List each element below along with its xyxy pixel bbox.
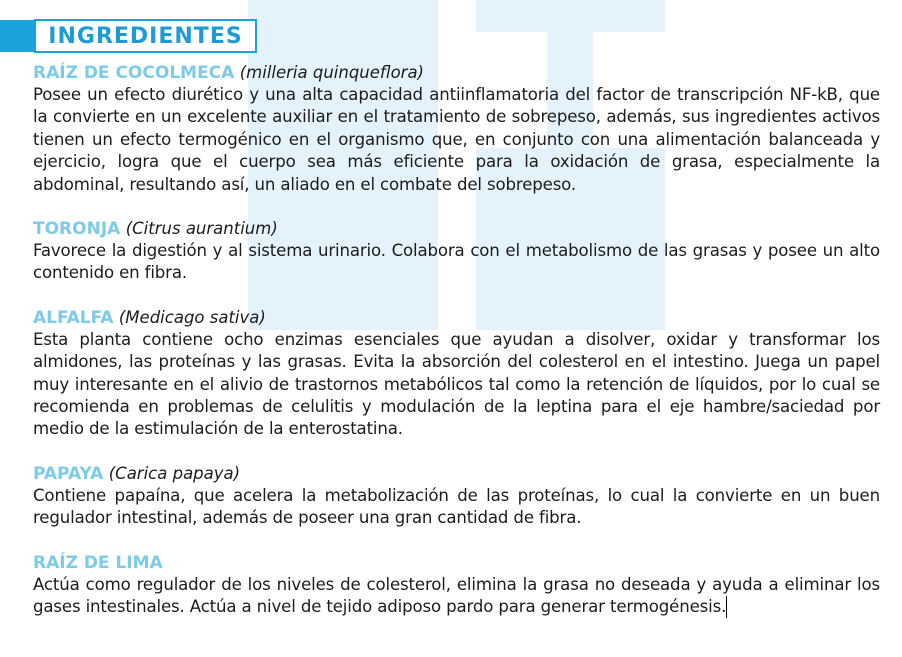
ingredient-heading — [33, 62, 880, 84]
ingredient-heading — [33, 218, 880, 240]
ingredients-list — [33, 62, 880, 641]
ingredient-latin-name: (Citrus aurantium) — [125, 219, 278, 239]
ingredient-latin-name: (Carica papaya) — [108, 463, 241, 483]
page-title: INGREDIENTES — [48, 23, 243, 49]
ingredient-alfalfa — [33, 307, 880, 441]
logo-t-top-bar — [476, 0, 665, 32]
ingredient-raiz-de-lima[interactable] — [33, 552, 880, 619]
header-title-box — [34, 19, 257, 53]
ingredient-latin-name: (Medicago sativa) — [118, 307, 266, 327]
ingredient-name: RAÍZ DE COCOLMECA — [33, 63, 235, 83]
ingredient-heading — [33, 307, 880, 329]
ingredient-cocolmeca — [33, 62, 880, 196]
ingredient-name: RAÍZ DE LIMA — [33, 552, 163, 573]
ingredient-description: Actúa como regulador de los niveles de colesterol, elimina la grasa no deseada y ayuda a eliminar los gases intestinales. Actúa a nivel de tejido adiposo pardo para generar termogénesis. — [33, 574, 880, 617]
ingredient-heading — [33, 552, 880, 574]
ingredient-name: TORONJA — [33, 219, 121, 240]
ingredient-toronja — [33, 218, 880, 285]
ingredient-heading — [33, 463, 880, 485]
ingredient-latin-name: (milleria quinqueflora) — [239, 63, 424, 82]
text-cursor — [726, 596, 727, 618]
ingredient-description: Contiene papaína, que acelera la metabolización de las proteínas, lo cual la convierte en un buen regulador intestinal, además de poseer una gran cantidad de fibra. — [33, 485, 880, 528]
ingredient-description: Esta planta contiene ocho enzimas esenciales que ayudan a disolver, oxidar y transformar los almidones, las proteínas y las grasas. Evita la absorción del colesterol en el intestino. Juega un papel muy interesante en el alivio de trastornos metabólicos tal como la retención de líquidos, por lo cual se recomienda en problemas de celulitis y modulación de la leptina para el eje hambre/saciedad por medio de la estimulación de la enterostatina. — [33, 329, 880, 439]
ingredient-description-editable[interactable] — [33, 574, 880, 619]
ingredient-name: PAPAYA — [33, 463, 104, 484]
header-accent-bar — [0, 20, 34, 52]
ingredient-name: ALFALFA — [33, 307, 114, 328]
ingredient-description: Posee un efecto diurético y una alta capacidad antiinflamatoria del factor de transcripción NF-kB, que la convierte en un excelente auxiliar en el tratamiento de sobrepeso, además, sus ingredientes activos tienen un efecto termogénico en el organismo que, en conjunto con una alimentación balanceada y ejercicio, logra que el cuerpo sea más eficiente para la oxidación de grasa, especialmente la abdominal, resultando así, un aliado en el combate del sobrepeso. — [33, 85, 880, 194]
ingredient-description: Favorece la digestión y al sistema urinario. Colabora con el metabolismo de las grasas y posee un alto contenido en fibra. — [33, 241, 880, 283]
ingredient-papaya — [33, 463, 880, 530]
